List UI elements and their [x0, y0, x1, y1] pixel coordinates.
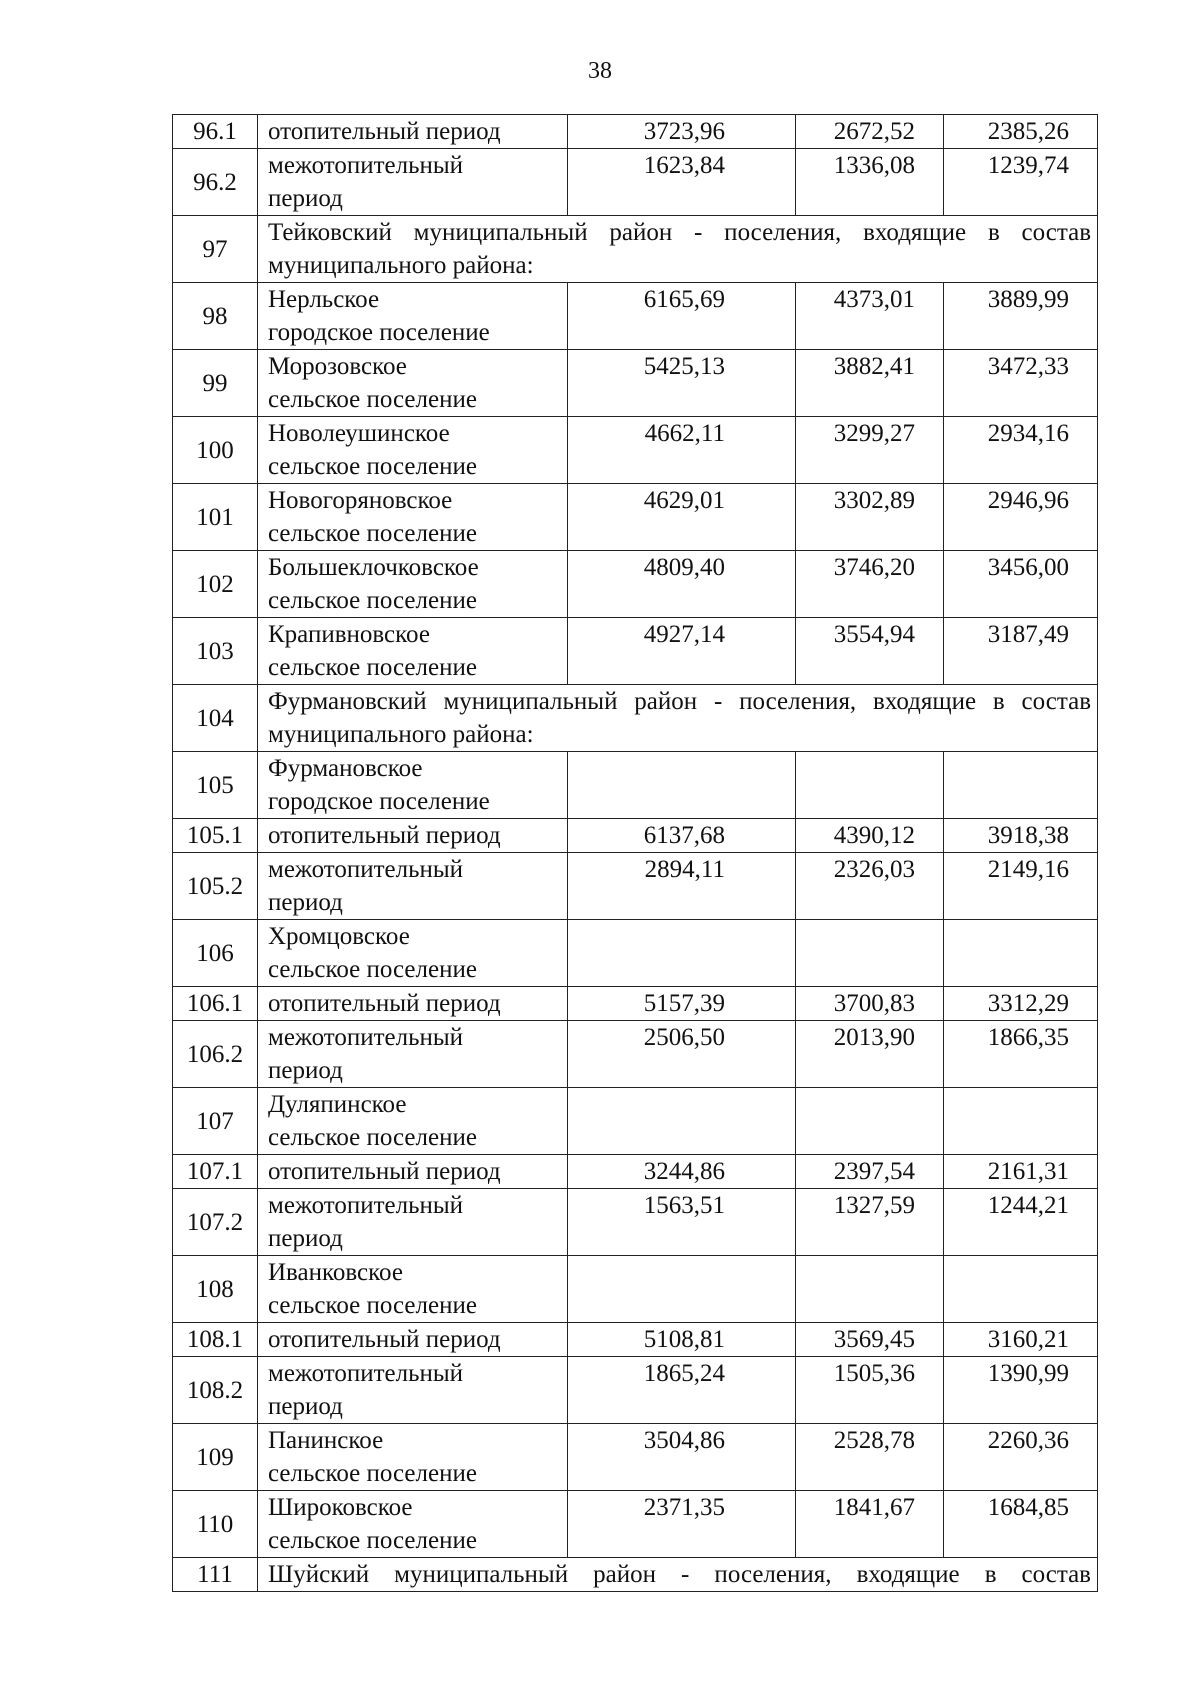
table-row [173, 1189, 1098, 1256]
name-line: Панинское [268, 1427, 384, 1454]
value-cell-1: 5157,39 [568, 987, 796, 1021]
value-cell-3: 3312,29 [944, 987, 1098, 1021]
value-cell-2: 3302,89 [796, 484, 944, 551]
settlement-name [258, 1088, 568, 1155]
settlement-name [258, 350, 568, 417]
value-cell-1: 4809,40 [568, 551, 796, 618]
name-line: отопительный период [268, 118, 501, 145]
table-row [173, 551, 1098, 618]
table-row [173, 417, 1098, 484]
row-number: 109 [173, 1424, 258, 1491]
name-line: межотопительный [268, 1024, 464, 1051]
row-number: 111 [173, 1558, 258, 1592]
name-line: сельское поселение [268, 1124, 477, 1151]
value-cell-2: 2672,52 [796, 115, 944, 149]
table-row [173, 283, 1098, 350]
value-cell-1 [568, 1256, 796, 1323]
value-cell-3: 1866,35 [944, 1021, 1098, 1088]
table-row [173, 1021, 1098, 1088]
settlement-name [258, 920, 568, 987]
name-line: Новогоряновское [268, 487, 453, 514]
table-row [173, 1155, 1098, 1189]
value-cell-2: 1841,67 [796, 1491, 944, 1558]
table-row [173, 853, 1098, 920]
row-number: 101 [173, 484, 258, 551]
value-cell-1: 4662,11 [568, 417, 796, 484]
value-cell-3: 1684,85 [944, 1491, 1098, 1558]
value-cell-1 [568, 1088, 796, 1155]
value-cell-2: 2528,78 [796, 1424, 944, 1491]
value-cell-1: 6137,68 [568, 819, 796, 853]
value-cell-3: 1244,21 [944, 1189, 1098, 1256]
value-cell-3 [944, 1088, 1098, 1155]
name-line: Иванковское [268, 1259, 403, 1286]
row-number: 105.2 [173, 853, 258, 920]
value-cell-1: 4927,14 [568, 618, 796, 685]
value-cell-3: 3918,38 [944, 819, 1098, 853]
value-cell-3: 3456,00 [944, 551, 1098, 618]
value-cell-1: 3723,96 [568, 115, 796, 149]
row-number: 96.2 [173, 149, 258, 216]
name-line: сельское поселение [268, 520, 477, 547]
name-line: межотопительный [268, 1192, 464, 1219]
settlement-name [258, 1155, 568, 1189]
name-line: межотопительный [268, 1360, 464, 1387]
value-cell-3: 2161,31 [944, 1155, 1098, 1189]
settlement-name [258, 1021, 568, 1088]
value-cell-1: 2894,11 [568, 853, 796, 920]
value-cell-3: 3187,49 [944, 618, 1098, 685]
table-row [173, 685, 1098, 752]
settlement-name [258, 1323, 568, 1357]
table-row [173, 1424, 1098, 1491]
row-number: 105 [173, 752, 258, 819]
table-row [173, 115, 1098, 149]
name-line: Дуляпинское [268, 1091, 407, 1118]
value-cell-3 [944, 1256, 1098, 1323]
name-line: городское поселение [268, 319, 490, 346]
value-cell-1: 5425,13 [568, 350, 796, 417]
settlement-name [258, 1189, 568, 1256]
value-cell-3: 2385,26 [944, 115, 1098, 149]
table-row [173, 216, 1098, 283]
settlement-name [258, 417, 568, 484]
name-line: Большеклочковское [268, 554, 479, 581]
value-cell-3 [944, 920, 1098, 987]
name-line: период [268, 889, 343, 916]
row-number: 99 [173, 350, 258, 417]
district-heading: Фурмановский муниципальный район - поселения, входящие в состав муниципального района: [258, 685, 1098, 752]
district-heading: Тейковский муниципальный район - поселения, входящие в состав муниципального района: [258, 216, 1098, 283]
table-row [173, 484, 1098, 551]
name-line: период [268, 1057, 343, 1084]
table-row [173, 1558, 1098, 1592]
table-row [173, 987, 1098, 1021]
settlement-name [258, 819, 568, 853]
settlement-name [258, 1491, 568, 1558]
name-line: городское поселение [268, 788, 490, 815]
settlement-name [258, 752, 568, 819]
settlement-name [258, 149, 568, 216]
value-cell-1: 1623,84 [568, 149, 796, 216]
table-row [173, 618, 1098, 685]
value-cell-1: 6165,69 [568, 283, 796, 350]
name-line: период [268, 1225, 343, 1252]
settlement-name [258, 484, 568, 551]
settlement-name [258, 551, 568, 618]
table-row [173, 149, 1098, 216]
value-cell-2: 4390,12 [796, 819, 944, 853]
value-cell-2 [796, 920, 944, 987]
value-cell-2: 1336,08 [796, 149, 944, 216]
name-line: Крапивновское [268, 621, 430, 648]
value-cell-2 [796, 1256, 944, 1323]
table-row [173, 1088, 1098, 1155]
value-cell-1 [568, 752, 796, 819]
value-cell-1: 1865,24 [568, 1357, 796, 1424]
value-cell-1 [568, 920, 796, 987]
value-cell-2: 3554,94 [796, 618, 944, 685]
name-line: отопительный период [268, 990, 501, 1017]
value-cell-1: 4629,01 [568, 484, 796, 551]
name-line: период [268, 1393, 343, 1420]
name-line: Новолеушинское [268, 420, 450, 447]
name-line: сельское поселение [268, 453, 477, 480]
value-cell-3: 2260,36 [944, 1424, 1098, 1491]
row-number: 108.1 [173, 1323, 258, 1357]
name-line: межотопительный [268, 856, 464, 883]
value-cell-3: 2946,96 [944, 484, 1098, 551]
value-cell-3: 1239,74 [944, 149, 1098, 216]
value-cell-1: 3244,86 [568, 1155, 796, 1189]
name-line: период [268, 185, 343, 212]
table-row [173, 752, 1098, 819]
name-line: сельское поселение [268, 1292, 477, 1319]
name-line: сельское поселение [268, 587, 477, 614]
table-row [173, 1357, 1098, 1424]
name-line: сельское поселение [268, 654, 477, 681]
name-line: Фурмановское [268, 755, 423, 782]
settlement-name [258, 987, 568, 1021]
row-number: 106 [173, 920, 258, 987]
value-cell-2: 3700,83 [796, 987, 944, 1021]
row-number: 102 [173, 551, 258, 618]
row-number: 104 [173, 685, 258, 752]
value-cell-2: 3746,20 [796, 551, 944, 618]
row-number: 107.1 [173, 1155, 258, 1189]
row-number: 100 [173, 417, 258, 484]
name-line: Нерльское [268, 286, 380, 313]
table-row [173, 1256, 1098, 1323]
name-line: Хромцовское [268, 923, 410, 950]
settlement-name [258, 618, 568, 685]
district-heading: Шуйский муниципальный район - поселения, входящие в состав [258, 1558, 1098, 1592]
name-line: Широковское [268, 1494, 413, 1521]
settlement-name [258, 115, 568, 149]
value-cell-2: 4373,01 [796, 283, 944, 350]
settlement-name [258, 283, 568, 350]
value-cell-3: 1390,99 [944, 1357, 1098, 1424]
row-number: 107.2 [173, 1189, 258, 1256]
value-cell-2: 1505,36 [796, 1357, 944, 1424]
row-number: 97 [173, 216, 258, 283]
settlement-name [258, 1256, 568, 1323]
value-cell-3 [944, 752, 1098, 819]
row-number: 106.1 [173, 987, 258, 1021]
name-line: сельское поселение [268, 1527, 477, 1554]
row-number: 107 [173, 1088, 258, 1155]
table-row [173, 819, 1098, 853]
name-line: сельское поселение [268, 956, 477, 983]
row-number: 96.1 [173, 115, 258, 149]
page-number: 38 [588, 58, 612, 84]
name-line: отопительный период [268, 822, 501, 849]
value-cell-2 [796, 752, 944, 819]
table-row [173, 1323, 1098, 1357]
row-number: 103 [173, 618, 258, 685]
settlement-name [258, 1424, 568, 1491]
value-cell-1: 2371,35 [568, 1491, 796, 1558]
value-cell-3: 3160,21 [944, 1323, 1098, 1357]
name-line: отопительный период [268, 1158, 501, 1185]
value-cell-2: 3882,41 [796, 350, 944, 417]
value-cell-2 [796, 1088, 944, 1155]
row-number: 106.2 [173, 1021, 258, 1088]
value-cell-2: 2013,90 [796, 1021, 944, 1088]
value-cell-1: 3504,86 [568, 1424, 796, 1491]
row-number: 108.2 [173, 1357, 258, 1424]
name-line: сельское поселение [268, 1460, 477, 1487]
settlement-name [258, 1357, 568, 1424]
value-cell-3: 2149,16 [944, 853, 1098, 920]
name-line: сельское поселение [268, 386, 477, 413]
value-cell-3: 3889,99 [944, 283, 1098, 350]
table-row [173, 350, 1098, 417]
settlement-name [258, 853, 568, 920]
value-cell-2: 3569,45 [796, 1323, 944, 1357]
row-number: 108 [173, 1256, 258, 1323]
value-cell-2: 2326,03 [796, 853, 944, 920]
value-cell-1: 1563,51 [568, 1189, 796, 1256]
table-row [173, 1491, 1098, 1558]
name-line: межотопительный [268, 152, 464, 179]
value-cell-2: 1327,59 [796, 1189, 944, 1256]
value-cell-3: 2934,16 [944, 417, 1098, 484]
value-cell-1: 2506,50 [568, 1021, 796, 1088]
row-number: 98 [173, 283, 258, 350]
value-cell-2: 2397,54 [796, 1155, 944, 1189]
value-cell-1: 5108,81 [568, 1323, 796, 1357]
value-cell-2: 3299,27 [796, 417, 944, 484]
value-cell-3: 3472,33 [944, 350, 1098, 417]
tariff-table [172, 114, 1098, 1592]
row-number: 105.1 [173, 819, 258, 853]
row-number: 110 [173, 1491, 258, 1558]
name-line: Морозовское [268, 353, 407, 380]
name-line: отопительный период [268, 1326, 501, 1353]
table-row [173, 920, 1098, 987]
